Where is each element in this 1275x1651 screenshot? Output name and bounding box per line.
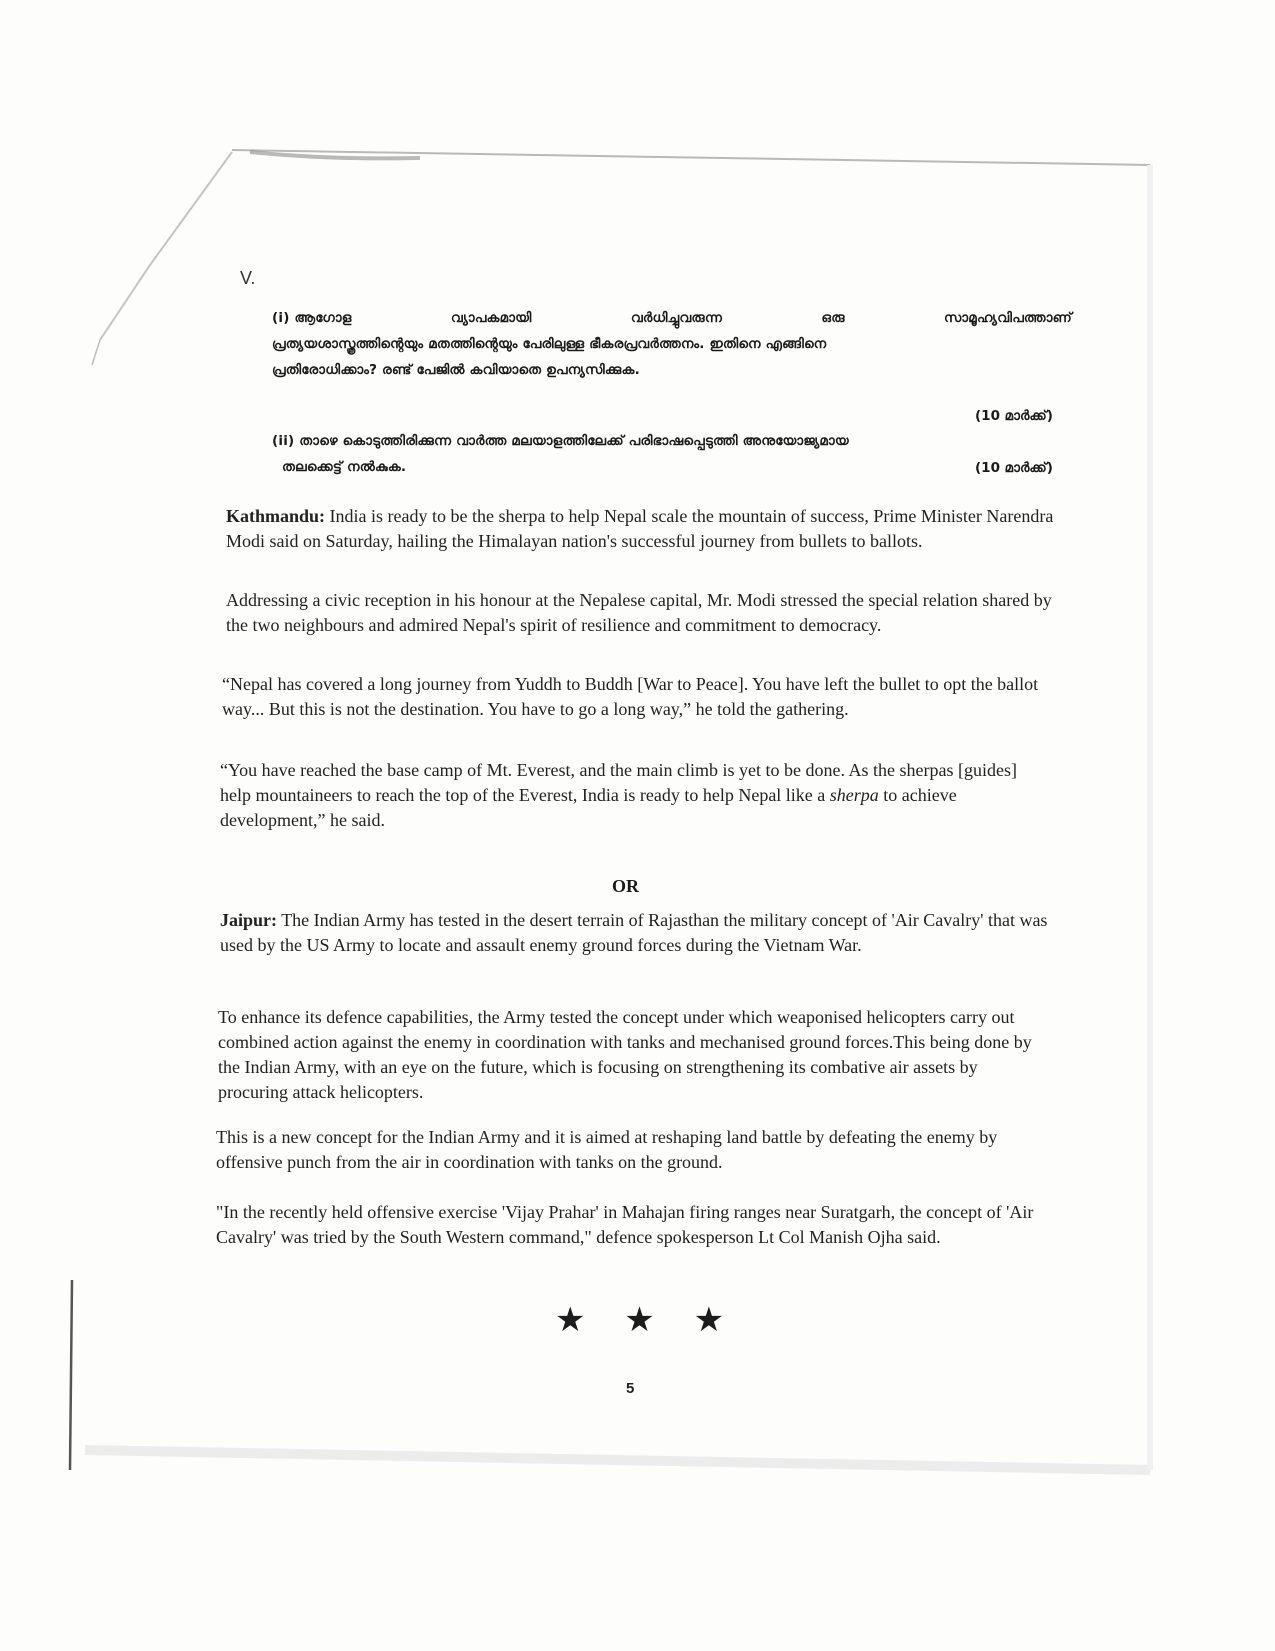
- question-i-word: വ്യാപകമായി: [450, 310, 532, 326]
- question-i-line-2: പ്രത്യയശാസ്ത്രത്തിന്റെയും മതത്തിന്റെയും പേരിലുള്ള ഭീകരപ്രവർത്തനം. ഇതിനെ എങ്ങിനെ: [272, 336, 827, 352]
- question-i-word: സാമൂഹ്യവിപത്താണ്: [943, 310, 1072, 326]
- passage1-paragraph-2: Addressing a civic reception in his honour at the Nepalese capital, Mr. Modi stressed the special relation shared by the two neighbours and admired Nepal's spirit of resilience and commitment to democracy.: [226, 590, 1052, 635]
- question-ii-line-1: (ii) താഴെ കൊടുത്തിരിക്കുന്ന വാർത്ത മലയാളത്തിലേക്ക് പരിഭാഷപ്പെടുത്തി അനുയോജ്യമായ: [272, 433, 849, 449]
- passage1-paragraph-3: “Nepal has covered a long journey from Yuddh to Buddh [War to Peace]. You have left the bullet to opt the ballot way... But this is not the destination. You have to go a long way,” he told the gathering.: [222, 674, 1039, 719]
- question-i-marks: (10 മാർക്ക്): [975, 408, 1053, 424]
- dateline-kathmandu: Kathmandu:: [226, 506, 326, 526]
- question-ii-marks: (10 മാർക്ക്): [975, 460, 1053, 476]
- passage2-paragraph-4: "In the recently held offensive exercise 'Vijay Prahar' in Mahajan firing ranges near Suratgarh, the concept of 'Air Cavalry' was tried by the South Western command," defence spokesperson Lt Col Manish Ojha said.: [216, 1202, 1034, 1247]
- or-label: OR: [612, 876, 639, 896]
- question-ii: [272, 428, 849, 480]
- question-i-line-3: പ്രതിരോധിക്കാം? രണ്ട് പേജിൽ കവിയാതെ ഉപന്യസിക്കുക.: [272, 362, 640, 378]
- question-i-line-1: [272, 305, 1072, 331]
- question-i-word: (i) ആഗോള: [272, 310, 352, 326]
- question-ii-line-2: തലക്കെട്ട് നൽകുക.: [282, 459, 407, 475]
- passage1-paragraph-1: Kathmandu: India is ready to be the sherpa to help Nepal scale the mountain of success, Prime Minister Narendra Modi said on Saturday, hailing the Himalayan nation's successful journey from bullets to ballots.: [226, 506, 1054, 551]
- passage2-paragraph-2: To enhance its defence capabilities, the Army tested the concept under which weaponised helicopters carry out combined action against the enemy in coordination with tanks and mechanised ground forces.This being done by the Indian Army, with an eye on the future, which is focusing on strengthening its combative air assets by procuring attack helicopters.: [218, 1007, 1032, 1102]
- question-i-word: ഒരു: [821, 310, 845, 326]
- passage1-paragraph-4: “You have reached the base camp of Mt. Everest, and the main climb is yet to be done. As the sherpas [guides] help mountaineers to reach the top of the Everest, India is ready to help Nepal like a sherpa to achieve development,” he said.: [220, 760, 1017, 830]
- question-i: [272, 305, 1072, 383]
- page-number: 5: [626, 1380, 635, 1397]
- question-i-word: വർധിച്ചുവരുന്ന: [630, 310, 723, 326]
- section-label: V.: [240, 268, 256, 288]
- passage2-paragraph-3: This is a new concept for the Indian Army and it is aimed at reshaping land battle by defeating the enemy by offensive punch from the air in coordination with tanks on the ground.: [216, 1127, 998, 1172]
- passage2-paragraph-1: Jaipur: The Indian Army has tested in the desert terrain of Rajasthan the military concept of 'Air Cavalry' that was used by the US Army to locate and assault enemy ground forces during the Vietnam War.: [220, 910, 1048, 955]
- star-separator-icon: ★ ★ ★: [555, 1300, 739, 1340]
- dateline-jaipur: Jaipur:: [220, 910, 278, 930]
